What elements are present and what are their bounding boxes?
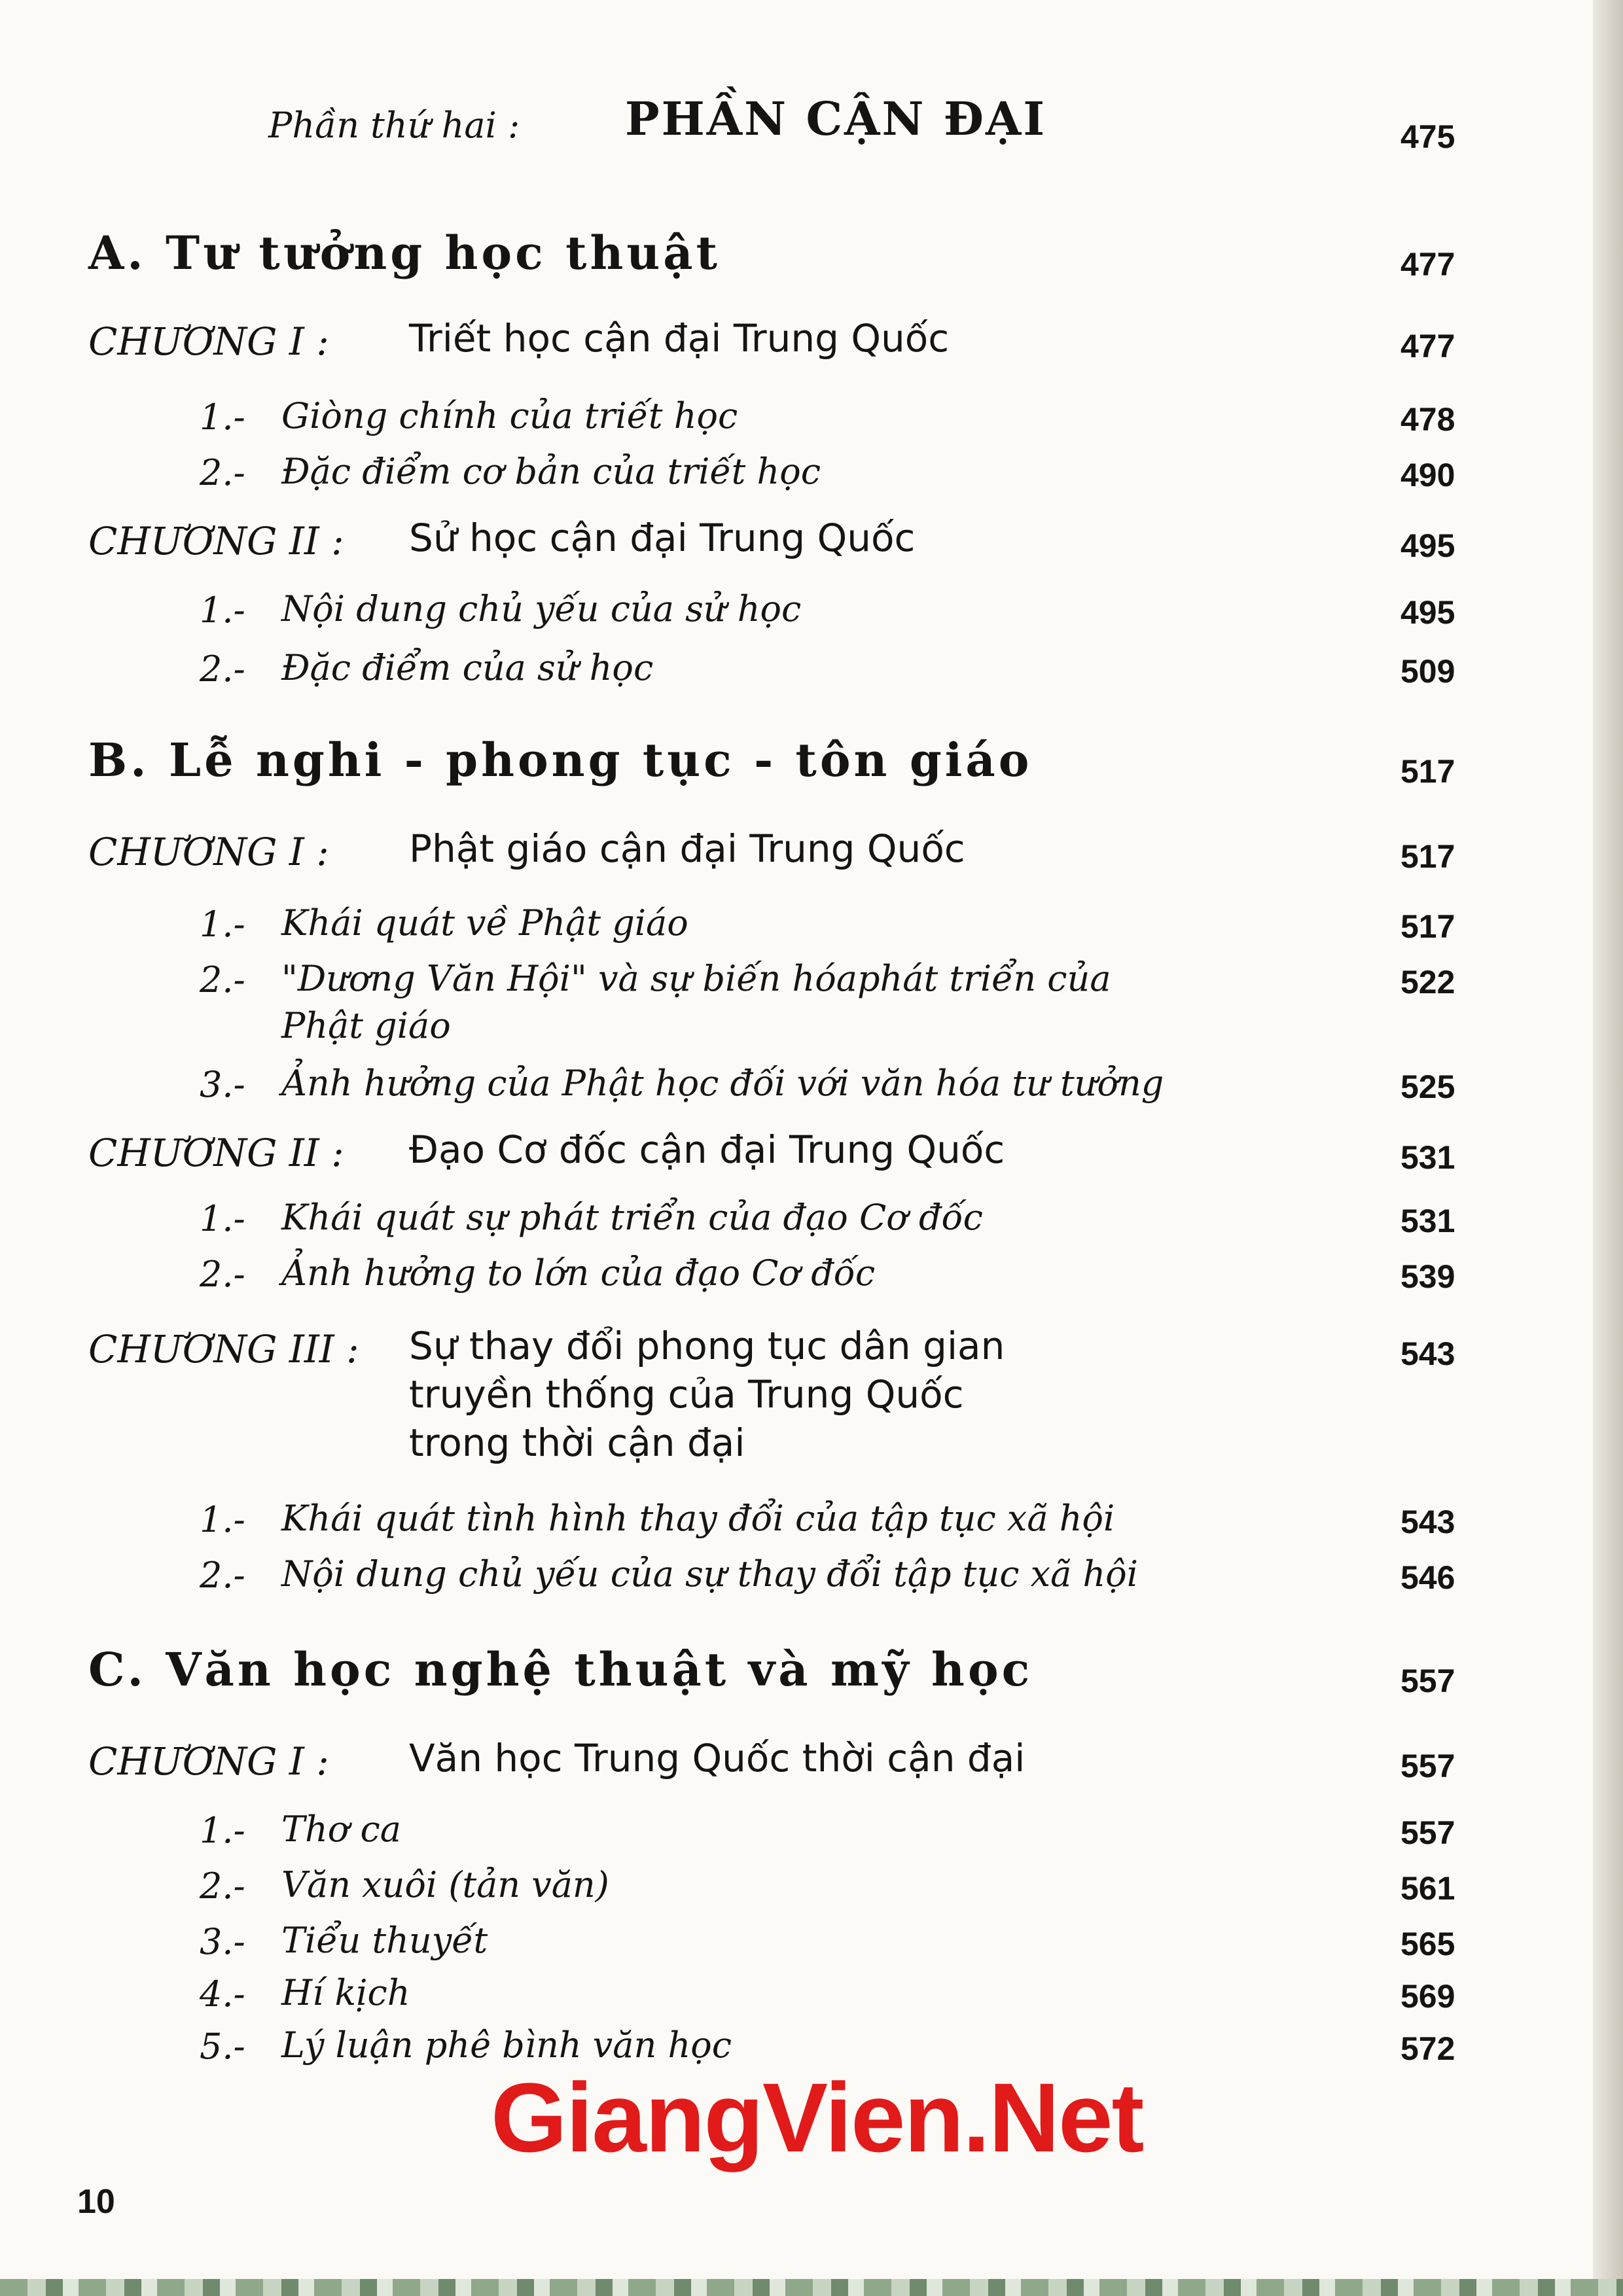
item-title: Giòng chính của triết học — [281, 395, 738, 436]
item-title: Ảnh hưởng của Phật học đối với văn hóa tư tưởng — [281, 1063, 1164, 1104]
item-page: 531 — [1400, 1203, 1455, 1239]
chapter-label: CHƯƠNG I : — [88, 830, 329, 874]
chapter-label: CHƯƠNG I : — [88, 319, 329, 364]
item-title: Ảnh hưởng to lớn của đạo Cơ đốc — [281, 1252, 876, 1294]
chapter-title: Đạo Cơ đốc cận đại Trung Quốc — [409, 1127, 1005, 1172]
item-title: Thơ ca — [281, 1809, 401, 1850]
part-label: Phần thứ hai : — [268, 105, 520, 146]
item-title: Nội dung chủ yếu của sử học — [281, 588, 802, 629]
section-title: C. Văn học nghệ thuật và mỹ học — [88, 1642, 1033, 1697]
chapter-title: Triết học cận đại Trung Quốc — [409, 316, 950, 361]
item-number: 2.- — [200, 959, 245, 1000]
chapter-title: trong thời cận đại — [409, 1421, 745, 1465]
item-number: 2.- — [200, 1865, 245, 1907]
item-page: 509 — [1400, 653, 1455, 690]
item-title: Đặc điểm của sử học — [281, 647, 654, 688]
chapter-title: Sử học cận đại Trung Quốc — [409, 516, 916, 560]
item-number: 2.- — [200, 648, 245, 690]
item-number: 4.- — [200, 1973, 245, 2015]
item-title: Khái quát tình hình thay đổi của tập tục xã hội — [281, 1498, 1115, 1539]
section-page: 477 — [1400, 246, 1455, 283]
chapter-label: CHƯƠNG III : — [88, 1327, 359, 1371]
item-number: 5.- — [200, 2026, 245, 2067]
item-page: 478 — [1400, 401, 1455, 438]
item-number: 1.- — [200, 397, 245, 438]
item-title: Hí kịch — [281, 1972, 410, 2013]
section-title: A. Tư tưởng học thuật — [88, 226, 721, 280]
item-title: Tiểu thuyết — [281, 1920, 488, 1961]
item-page: 539 — [1400, 1258, 1455, 1295]
part-title: PHẦN CẬN ĐẠI — [625, 92, 1047, 146]
item-title: "Dương Văn Hội" và sự biến hóaphát triển của — [281, 958, 1111, 999]
item-title: Phật giáo — [281, 1005, 451, 1046]
bottom-binding-strip — [0, 2279, 1623, 2296]
item-page: 546 — [1400, 1559, 1455, 1596]
item-title: Đặc điểm cơ bản của triết học — [281, 451, 821, 492]
item-title: Khái quát về Phật giáo — [281, 902, 688, 944]
part-page: 475 — [1400, 118, 1455, 155]
item-page: 525 — [1400, 1069, 1455, 1105]
chapter-page: 543 — [1400, 1335, 1455, 1372]
item-number: 1.- — [200, 1198, 245, 1239]
chapter-title: Phật giáo cận đại Trung Quốc — [409, 826, 965, 871]
item-page: 565 — [1400, 1926, 1455, 1962]
item-number: 3.- — [200, 1064, 245, 1105]
item-number: 2.- — [200, 1254, 245, 1295]
item-title: Nội dung chủ yếu của sự thay đổi tập tục xã hội — [281, 1553, 1138, 1595]
item-number: 2.- — [200, 452, 245, 493]
chapter-label: CHƯƠNG II : — [88, 1131, 344, 1175]
chapter-title: Sự thay đổi phong tục dân gian — [409, 1324, 1005, 1368]
page-edge-shadow — [1593, 0, 1623, 2296]
item-page: 543 — [1400, 1504, 1455, 1540]
chapter-page: 557 — [1400, 1748, 1455, 1784]
chapter-page: 517 — [1400, 838, 1455, 875]
item-page: 572 — [1400, 2030, 1455, 2067]
item-page: 490 — [1400, 457, 1455, 493]
item-title: Văn xuôi (tản văn) — [281, 1864, 609, 1905]
item-number: 2.- — [200, 1555, 245, 1596]
watermark-logo: GiangVien.Net — [491, 2062, 1143, 2172]
item-page: 561 — [1400, 1870, 1455, 1907]
page-number: 10 — [77, 2183, 115, 2221]
chapter-title: truyền thống của Trung Quốc — [409, 1372, 964, 1417]
item-title: Lý luận phê bình văn học — [281, 2024, 732, 2066]
chapter-label: CHƯƠNG II : — [88, 519, 344, 563]
chapter-page: 495 — [1400, 527, 1455, 564]
section-page: 557 — [1400, 1663, 1455, 1699]
item-page: 522 — [1400, 964, 1455, 1000]
chapter-title: Văn học Trung Quốc thời cận đại — [409, 1736, 1026, 1780]
chapter-label: CHƯƠNG I : — [88, 1739, 329, 1784]
chapter-page: 531 — [1400, 1139, 1455, 1176]
section-title: B. Lễ nghi - phong tục - tôn giáo — [88, 733, 1033, 787]
chapter-page: 477 — [1400, 328, 1455, 364]
item-page: 495 — [1400, 594, 1455, 631]
item-number: 1.- — [200, 904, 245, 945]
item-number: 3.- — [200, 1921, 245, 1962]
item-number: 1.- — [200, 1810, 245, 1851]
item-page: 557 — [1400, 1814, 1455, 1851]
item-title: Khái quát sự phát triển của đạo Cơ đốc — [281, 1197, 983, 1238]
item-page: 517 — [1400, 908, 1455, 945]
item-number: 1.- — [200, 590, 245, 631]
item-number: 1.- — [200, 1499, 245, 1540]
section-page: 517 — [1400, 753, 1455, 790]
item-page: 569 — [1400, 1978, 1455, 2015]
